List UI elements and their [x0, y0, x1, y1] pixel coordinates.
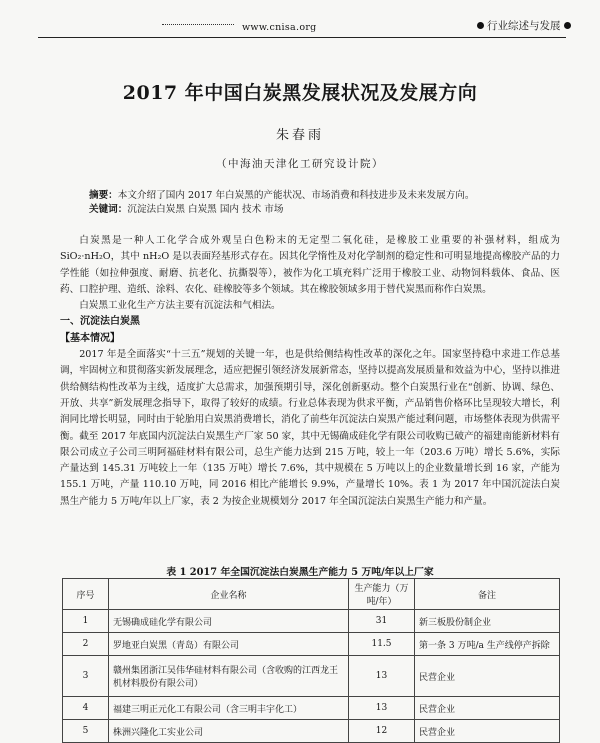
table-header-row [63, 579, 560, 610]
cell-index: 2 [63, 633, 109, 656]
abstract-line [89, 189, 539, 203]
header-url: www.cnisa.org [242, 22, 317, 33]
table-caption: 表 1 2017 年全国沉淀法白炭黑生产能力 5 万吨/年以上厂家 [166, 567, 434, 578]
section-heading: 一、沉淀法白炭黑 [60, 316, 140, 328]
keywords-line [89, 203, 539, 217]
cell-index: 4 [63, 697, 109, 720]
cell-index: 3 [63, 656, 109, 697]
cell-capacity: 13 [349, 697, 415, 720]
abstract-text: 本文介绍了国内 2017 年白炭黑的产能状况、市场消费和科技进步及未来发展方向。 [117, 190, 475, 201]
cell-capacity: 31 [349, 610, 415, 633]
cell-remarks: 民营企业 [415, 697, 560, 720]
table-row [63, 656, 560, 697]
cell-index: 5 [63, 720, 109, 743]
table-row [63, 697, 560, 720]
table-row [63, 720, 560, 743]
keywords-text: 沉淀法白炭黑 白炭黑 国内 技术 市场 [127, 204, 284, 215]
cell-company: 无锡确成硅化学有限公司 [109, 610, 349, 633]
header-remarks: 备注 [415, 579, 560, 610]
article-title: 2017 年中国白炭黑发展状况及发展方向 [122, 82, 478, 104]
header-section-label [477, 18, 571, 33]
paragraph-overview: 2017 年是全面落实“十三五”规划的关键一年，也是供给侧结构性改革的深化之年。国家坚持稳中求进工作总基调，牢固树立和贯彻落实新发展理念，适应把握引领经济发展新常态，坚持以提高发展质量和效益为中心，坚持以推进供给侧结构性改革为主线，适度扩大总需求，加强预期引导，深化创新驱动。整个白炭黑行业在“创新、协调、绿色、开放、共享”新发展理念指导下，取得了较好的成绩。行业总体表现为供求平衡，产品销售价格环比呈现较大增长，利润同比增长明显，同时由于轮胎用白炭黑消费增长，消化了前些年沉淀法白炭黑产能过剩问题，市场整体表现为供需平衡。截至 2017 年底国内沉淀法白炭黑生产厂家 50 家，其中无锡确成硅化学有限公司收购已破产的福建南能新材料有限公司成立子公司三明阿福硅材料有限公司，总生产能力达到 215 万吨，较上一年（203.6 万吨）增长 5.6%，实际产量达到 145.31 万吨较上一年（135 万吨）增长 7.6%，其中规模在 5 万吨以上的企业数量增长到 16 家，产能为 155.1 万吨，产量 110.10 万吨，同 2016 相比产能增长 9.9%，产量增长 10%。表 1 为 2017 年中国沉淀法白炭黑生产能力 5 万吨/年以上厂家，表 2 为按企业规模划分 2017 年全国沉淀法白炭黑生产能力和产量。 [60, 349, 560, 507]
cell-company: 株洲兴隆化工实业公司 [109, 720, 349, 743]
abstract-label: 摘要： [89, 190, 118, 201]
cell-remarks: 新三板股份制企业 [415, 610, 560, 633]
subsection-heading: 【基本情况】 [60, 332, 120, 344]
cell-capacity: 11.5 [349, 633, 415, 656]
header-dotted-rule [162, 24, 234, 25]
table-row [63, 633, 560, 656]
header-capacity: 生产能力（万吨/年） [349, 579, 415, 610]
cell-remarks: 民营企业 [415, 720, 560, 743]
cell-index: 1 [63, 610, 109, 633]
header-section-text: 行业综述与发展 [487, 20, 561, 32]
paragraph-intro: 白炭黑是一种人工化学合成外观呈白色粉末的无定型二氧化硅，是橡胶工业重要的补强材料，组成为 SiO₂·nH₂O，其中 nH₂O 是以表面羟基形式存在。因其化学惰性及对化学制剂的稳定性和可明显地提高橡胶产品的力学性能（如拉伸强度、耐磨、抗老化、抗撕裂等），被作为化工填充料广泛用于橡胶工业、动物饲料载体、食品、医药、口腔护理、造纸、涂料、农化、硅橡胶等多个领域。其在橡胶领域多用于替代炭黑而称作白炭黑。 [60, 235, 560, 295]
table-row [63, 610, 560, 633]
bullet-left-icon [477, 22, 484, 29]
header-company: 企业名称 [109, 579, 349, 610]
body-text [60, 233, 560, 510]
keywords-label: 关键词： [89, 204, 128, 215]
cell-capacity: 13 [349, 656, 415, 697]
cell-remarks: 第一条 3 万吨/a 生产线停产拆除 [415, 633, 560, 656]
header-index: 序号 [63, 579, 109, 610]
cell-company: 赣州集团浙江吴伟华硅材料有限公司（含收购的江西龙王机材料股份有限公司） [109, 656, 349, 697]
cell-capacity: 12 [349, 720, 415, 743]
cell-company: 罗地亚白炭黑（青岛）有限公司 [109, 633, 349, 656]
bullet-right-icon [564, 22, 571, 29]
capacity-table [62, 578, 560, 743]
article-author: 朱春雨 [275, 128, 324, 143]
header-rule [38, 37, 566, 38]
cell-company: 福建三明正元化工有限公司（含三明丰宇化工） [109, 697, 349, 720]
abstract-block [89, 189, 539, 217]
paragraph-methods: 白炭黑工业化生产方法主要有沉淀法和气相法。 [79, 300, 281, 312]
article-affiliation: （中海油天津化工研究设计院） [216, 158, 384, 170]
cell-remarks: 民营企业 [415, 656, 560, 697]
